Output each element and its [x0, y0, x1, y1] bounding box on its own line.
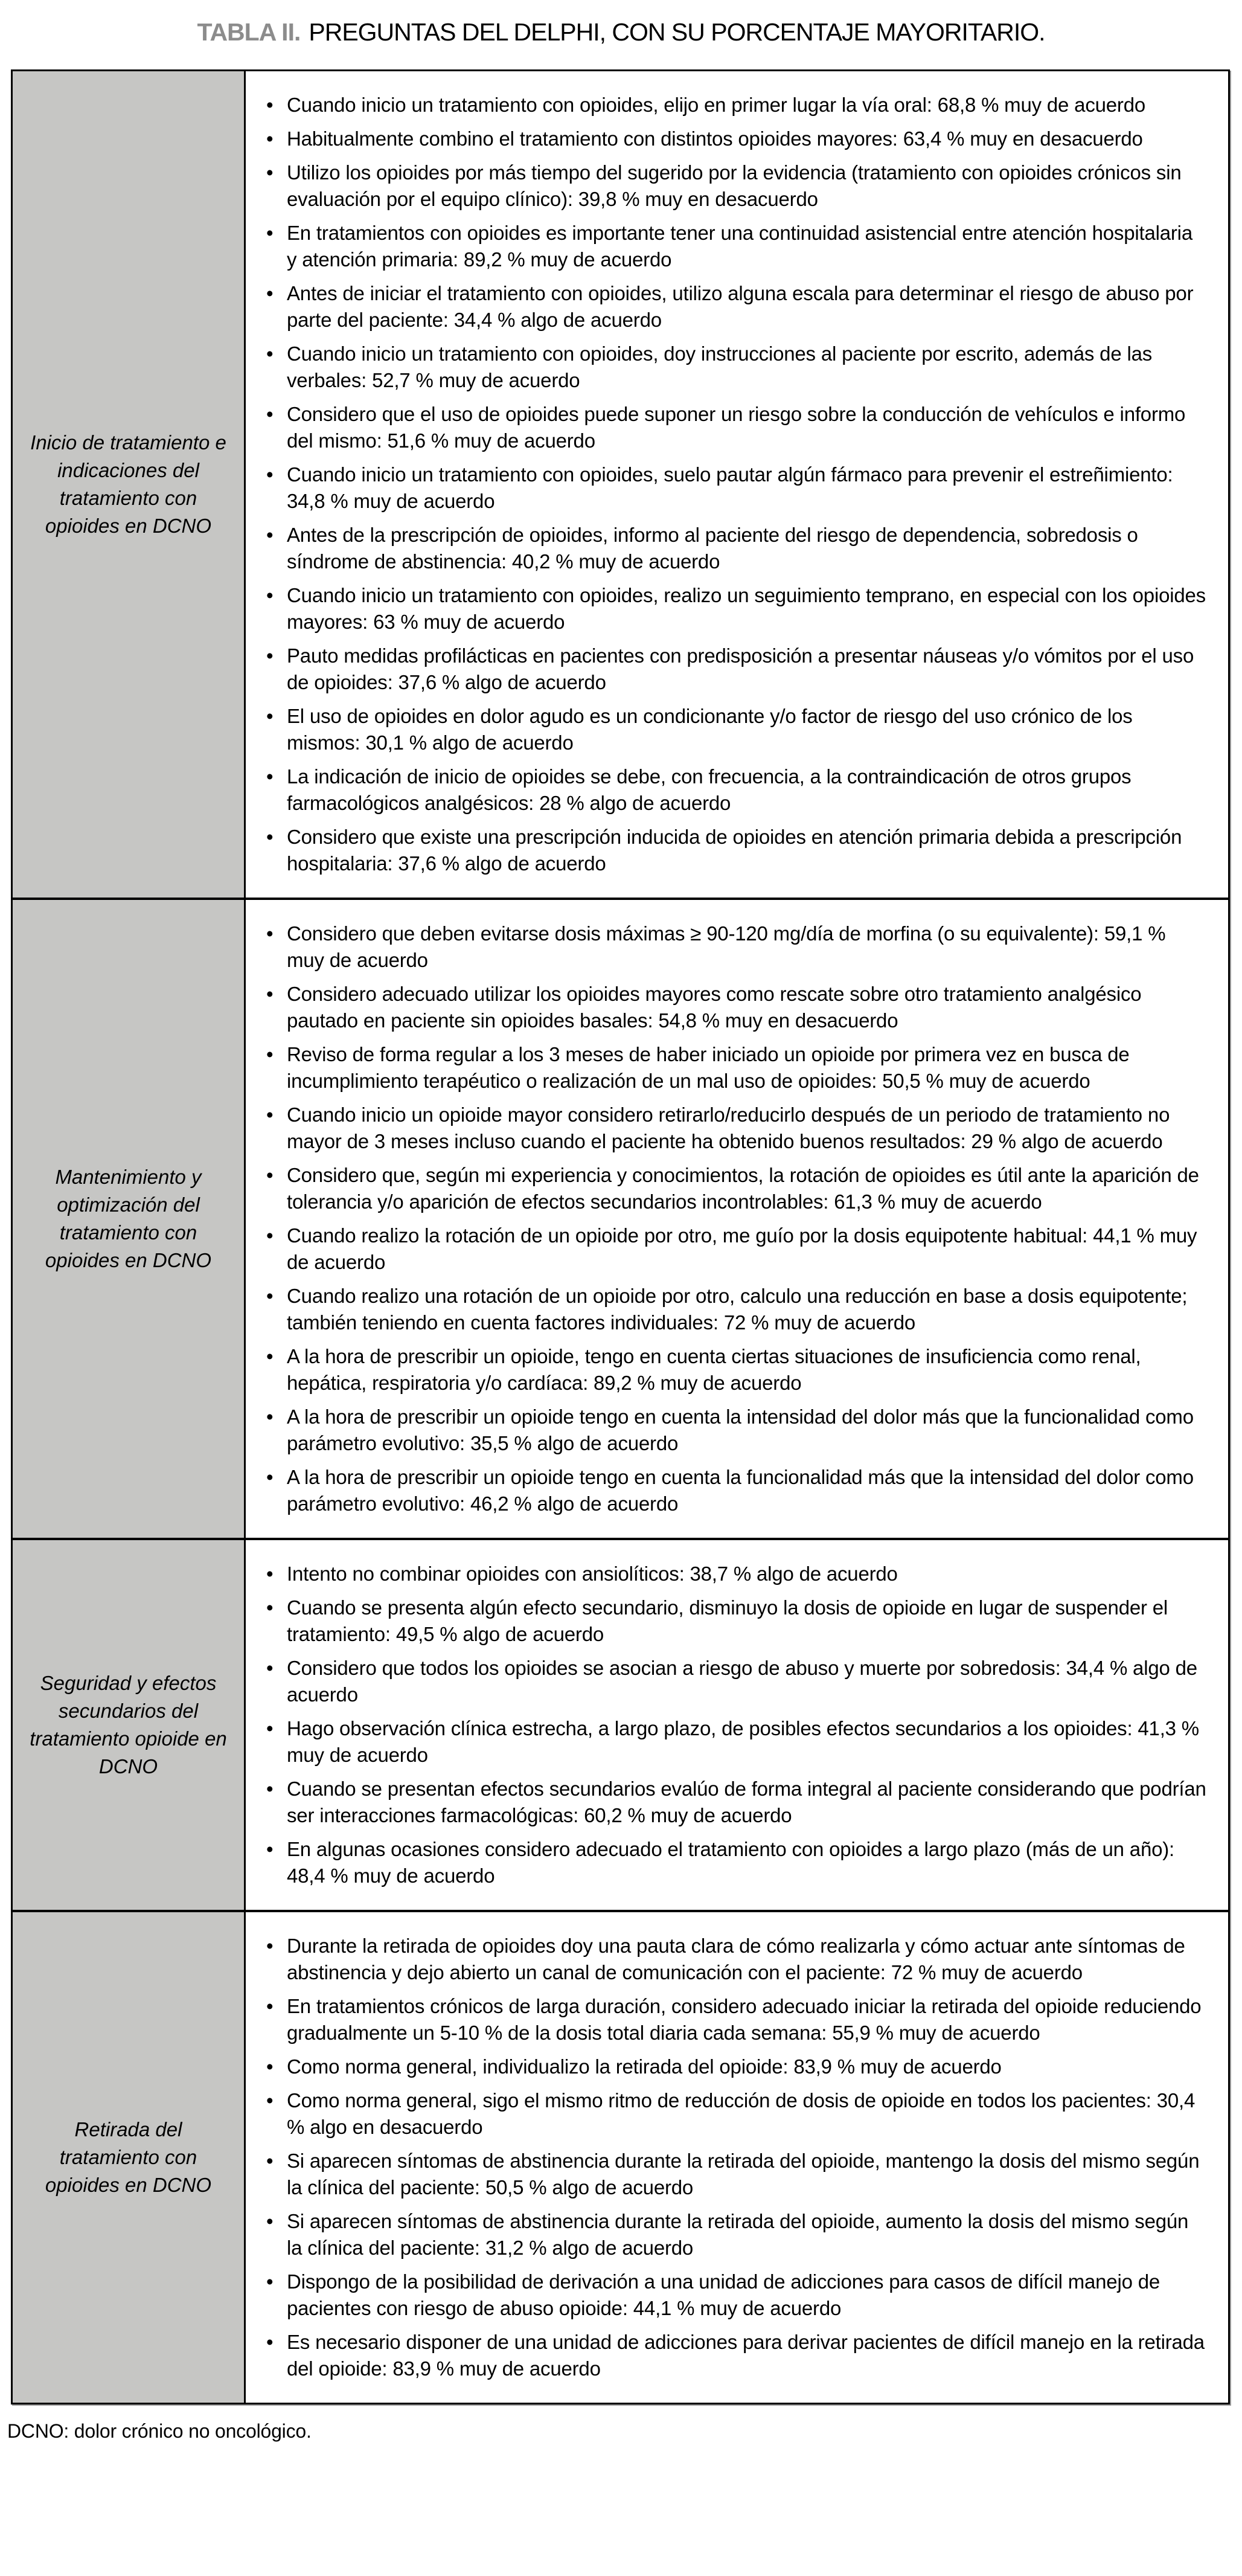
bullet-icon: • [266, 2210, 274, 2232]
bullet-icon: • [266, 222, 274, 244]
question-item: • Dispongo de la posibilidad de derivación a una unidad de adicciones para casos de difícil manejo de pacientes con riesgo de abuso opioide: 44,1 % muy de acuerdo [263, 2269, 1208, 2322]
question-item: • Considero que todos los opioides se asocian a riesgo de abuso y muerte por sobredosis: 34,4 % algo de acuerdo [263, 1655, 1208, 1708]
question-item: • Utilizo los opioides por más tiempo del sugerido por la evidencia (tratamiento con opioides crónicos sin evaluación por el equipo clínico): 39,8 % muy en desacuerdo [263, 159, 1208, 213]
bullet-icon: • [266, 826, 274, 848]
bullet-icon: • [266, 983, 274, 1005]
question-item: • Cuando inicio un tratamiento con opioides, elijo en primer lugar la vía oral: 68,8 % muy de acuerdo [263, 92, 1208, 118]
question-item: • En tratamientos con opioides es importante tener una continuidad asistencial entre atención hospitalaria y atención primaria: 89,2 % muy de acuerdo [263, 220, 1208, 273]
bullet-icon: • [266, 94, 274, 116]
question-item: • Pauto medidas profilácticas en pacientes con predisposición a presentar náuseas y/o vómitos por el uso de opioides: 37,6 % algo de acuerdo [263, 643, 1208, 696]
bullet-icon: • [266, 922, 274, 945]
section-label-cell [13, 1912, 246, 2403]
question-item: • Cuando inicio un tratamiento con opioides, suelo pautar algún fármaco para prevenir el estreñimiento: 34,8 % muy de acuerdo [263, 461, 1208, 515]
question-item: • Cuando realizo la rotación de un opioide por otro, me guío por la dosis equipotente habitual: 44,1 % muy de acuerdo [263, 1222, 1208, 1276]
question-item: • Hago observación clínica estrecha, a largo plazo, de posibles efectos secundarios a los opioides: 41,3 % muy de acuerdo [263, 1715, 1208, 1768]
section-content-cell [246, 71, 1228, 898]
table-title [0, 18, 1242, 47]
question-item: • A la hora de prescribir un opioide tengo en cuenta la funcionalidad más que la intensidad del dolor como parámetro evolutivo: 46,2 % algo de acuerdo [263, 1464, 1208, 1517]
bullet-icon: • [266, 1596, 274, 1619]
footnote: DCNO: dolor crónico no oncológico. [7, 2420, 312, 2442]
question-item: • Como norma general, sigo el mismo ritmo de reducción de dosis de opioide en todos los pacientes: 30,4 % algo en desacuerdo [263, 2087, 1208, 2141]
question-item: • Antes de la prescripción de opioides, informo al paciente del riesgo de dependencia, sobredosis o síndrome de abstinencia: 40,2 % muy de acuerdo [263, 522, 1208, 575]
question-list [263, 1561, 1208, 1889]
question-item: • Es necesario disponer de una unidad de adicciones para derivar pacientes de difícil manejo en la retirada del opioide: 83,9 % muy de acuerdo [263, 2329, 1208, 2382]
bullet-icon: • [266, 463, 274, 486]
section-content-cell [246, 1540, 1228, 1910]
question-item: • Si aparecen síntomas de abstinencia durante la retirada del opioide, aumento la dosis del mismo según la clínica del paciente: 31,2 % algo de acuerdo [263, 2208, 1208, 2261]
question-item: • Cuando inicio un opioide mayor considero retirarlo/reducirlo después de un periodo de tratamiento no mayor de 3 meses incluso cuando el paciente ha obtenido buenos resultados: 29 % algo de acuerdo [263, 1102, 1208, 1155]
question-item: • Considero que deben evitarse dosis máximas ≥ 90-120 mg/día de morfina (o su equivalente): 59,1 % muy de acuerdo [263, 920, 1208, 974]
question-item: • Reviso de forma regular a los 3 meses de haber iniciado un opioide por primera vez en busca de incumplimiento terapéutico o realización de un mal uso de opioides: 50,5 % muy de acuerdo [263, 1041, 1208, 1094]
section-label: Seguridad y efectos secundarios del tratamiento opioide en DCNO [30, 1672, 227, 1778]
question-item: • Considero adecuado utilizar los opioides mayores como rescate sobre otro tratamiento analgésico pautado en paciente sin opioides basales: 54,8 % muy en desacuerdo [263, 981, 1208, 1034]
bullet-icon: • [266, 1405, 274, 1428]
question-item: • Cuando realizo una rotación de un opioide por otro, calculo una reducción en base a dosis equipotente; también teniendo en cuenta factores individuales: 72 % muy de acuerdo [263, 1283, 1208, 1336]
bullet-icon: • [266, 765, 274, 788]
bullet-icon: • [266, 1563, 274, 1585]
table-section-row [13, 898, 1228, 1538]
question-item: • Durante la retirada de opioides doy una pauta clara de cómo realizarla y cómo actuar ante síntomas de abstinencia y dejo abierto un canal de comunicación con el paciente: 72 % muy de acuerdo [263, 1933, 1208, 1986]
bullet-icon: • [266, 2150, 274, 2172]
table-section-row [13, 1538, 1228, 1910]
bullet-icon: • [266, 2055, 274, 2078]
question-item: • Como norma general, individualizo la retirada del opioide: 83,9 % muy de acuerdo [263, 2054, 1208, 2080]
bullet-icon: • [266, 342, 274, 365]
question-item: • El uso de opioides en dolor agudo es un condicionante y/o factor de riesgo del uso crónico de los mismos: 30,1 % algo de acuerdo [263, 703, 1208, 756]
table-number-label: TABLA II. [197, 18, 301, 46]
table-title-text: PREGUNTAS DEL DELPHI, CON SU PORCENTAJE MAYORITARIO. [309, 18, 1045, 46]
question-item: • Cuando inicio un tratamiento con opioides, doy instrucciones al paciente por escrito, además de las verbales: 52,7 % muy de acuerdo [263, 341, 1208, 394]
question-item: • Cuando inicio un tratamiento con opioides, realizo un seguimiento temprano, en especial con los opioides mayores: 63 % muy de acuerdo [263, 582, 1208, 635]
question-list [263, 1933, 1208, 2382]
table-section-row [13, 71, 1228, 898]
bullet-icon: • [266, 1657, 274, 1679]
bullet-icon: • [266, 1717, 274, 1739]
section-label-cell [13, 900, 246, 1538]
question-item: • Considero que, según mi experiencia y conocimientos, la rotación de opioides es útil ante la aparición de tolerancia y/o aparición de efectos secundarios incontrolables: 61,3 % muy de acuerdo [263, 1162, 1208, 1215]
question-item: • Cuando se presenta algún efecto secundario, disminuyo la dosis de opioide en lugar de suspender el tratamiento: 49,5 % algo de acuerdo [263, 1595, 1208, 1648]
question-item: • Cuando se presentan efectos secundarios evalúo de forma integral al paciente considerando que podrían ser interacciones farmacológicas: 60,2 % muy de acuerdo [263, 1776, 1208, 1829]
section-label: Mantenimiento y optimización del tratamiento con opioides en DCNO [45, 1166, 212, 1271]
question-item: • En tratamientos crónicos de larga duración, considero adecuado iniciar la retirada del opioide reduciendo gradualmente un 5-10 % de la dosis total diaria cada semana: 55,9 % muy de acuerdo [263, 1993, 1208, 2046]
question-item: • Antes de iniciar el tratamiento con opioides, utilizo alguna escala para determinar el riesgo de abuso por parte del paciente: 34,4 % algo de acuerdo [263, 280, 1208, 333]
bullet-icon: • [266, 1466, 274, 1488]
bullet-icon: • [266, 1103, 274, 1126]
question-item: • Considero que existe una prescripción inducida de opioides en atención primaria debida a prescripción hospitalaria: 37,6 % algo de acuerdo [263, 824, 1208, 877]
section-label: Inicio de tratamiento e indicaciones del tratamiento con opioides en DCNO [30, 431, 226, 537]
question-item: • En algunas ocasiones considero adecuado el tratamiento con opioides a largo plazo (más de un año): 48,4 % muy de acuerdo [263, 1836, 1208, 1889]
section-label-cell [13, 71, 246, 898]
section-label: Retirada del tratamiento con opioides en DCNO [45, 2118, 212, 2196]
question-item: • Habitualmente combino el tratamiento con distintos opioides mayores: 63,4 % muy en desacuerdo [263, 126, 1208, 152]
bullet-icon: • [266, 705, 274, 727]
bullet-icon: • [266, 1838, 274, 1860]
bullet-icon: • [266, 2270, 274, 2293]
delphi-table [11, 69, 1230, 2404]
bullet-icon: • [266, 1285, 274, 1307]
bullet-icon: • [266, 282, 274, 304]
bullet-icon: • [266, 2089, 274, 2112]
bullet-icon: • [266, 1043, 274, 1065]
question-item: • La indicación de inicio de opioides se debe, con frecuencia, a la contraindicación de otros grupos farmacológicos analgésicos: 28 % algo de acuerdo [263, 763, 1208, 817]
question-item: • A la hora de prescribir un opioide, tengo en cuenta ciertas situaciones de insuficiencia como renal, hepática, respiratoria y/o cardíaca: 89,2 % muy de acuerdo [263, 1343, 1208, 1396]
bullet-icon: • [266, 1345, 274, 1367]
question-item: • Si aparecen síntomas de abstinencia durante la retirada del opioide, mantengo la dosis del mismo según la clínica del paciente: 50,5 % algo de acuerdo [263, 2148, 1208, 2201]
question-item: • Considero que el uso de opioides puede suponer un riesgo sobre la conducción de vehículos e informo del mismo: 51,6 % muy de acuerdo [263, 401, 1208, 454]
section-content-cell [246, 900, 1228, 1538]
bullet-icon: • [266, 644, 274, 667]
bullet-icon: • [266, 1935, 274, 1957]
question-item: • A la hora de prescribir un opioide tengo en cuenta la intensidad del dolor más que la funcionalidad como parámetro evolutivo: 35,5 % algo de acuerdo [263, 1404, 1208, 1457]
question-list [263, 920, 1208, 1517]
bullet-icon: • [266, 1164, 274, 1186]
bullet-icon: • [266, 1224, 274, 1247]
bullet-icon: • [266, 161, 274, 184]
bullet-icon: • [266, 403, 274, 425]
bullet-icon: • [266, 584, 274, 606]
bullet-icon: • [266, 127, 274, 150]
section-label-cell [13, 1540, 246, 1910]
bullet-icon: • [266, 524, 274, 546]
question-item: • Intento no combinar opioides con ansiolíticos: 38,7 % algo de acuerdo [263, 1561, 1208, 1587]
section-content-cell [246, 1912, 1228, 2403]
bullet-icon: • [266, 2331, 274, 2353]
bullet-icon: • [266, 1778, 274, 1800]
table-section-row [13, 1910, 1228, 2403]
bullet-icon: • [266, 1995, 274, 2017]
question-list [263, 92, 1208, 877]
